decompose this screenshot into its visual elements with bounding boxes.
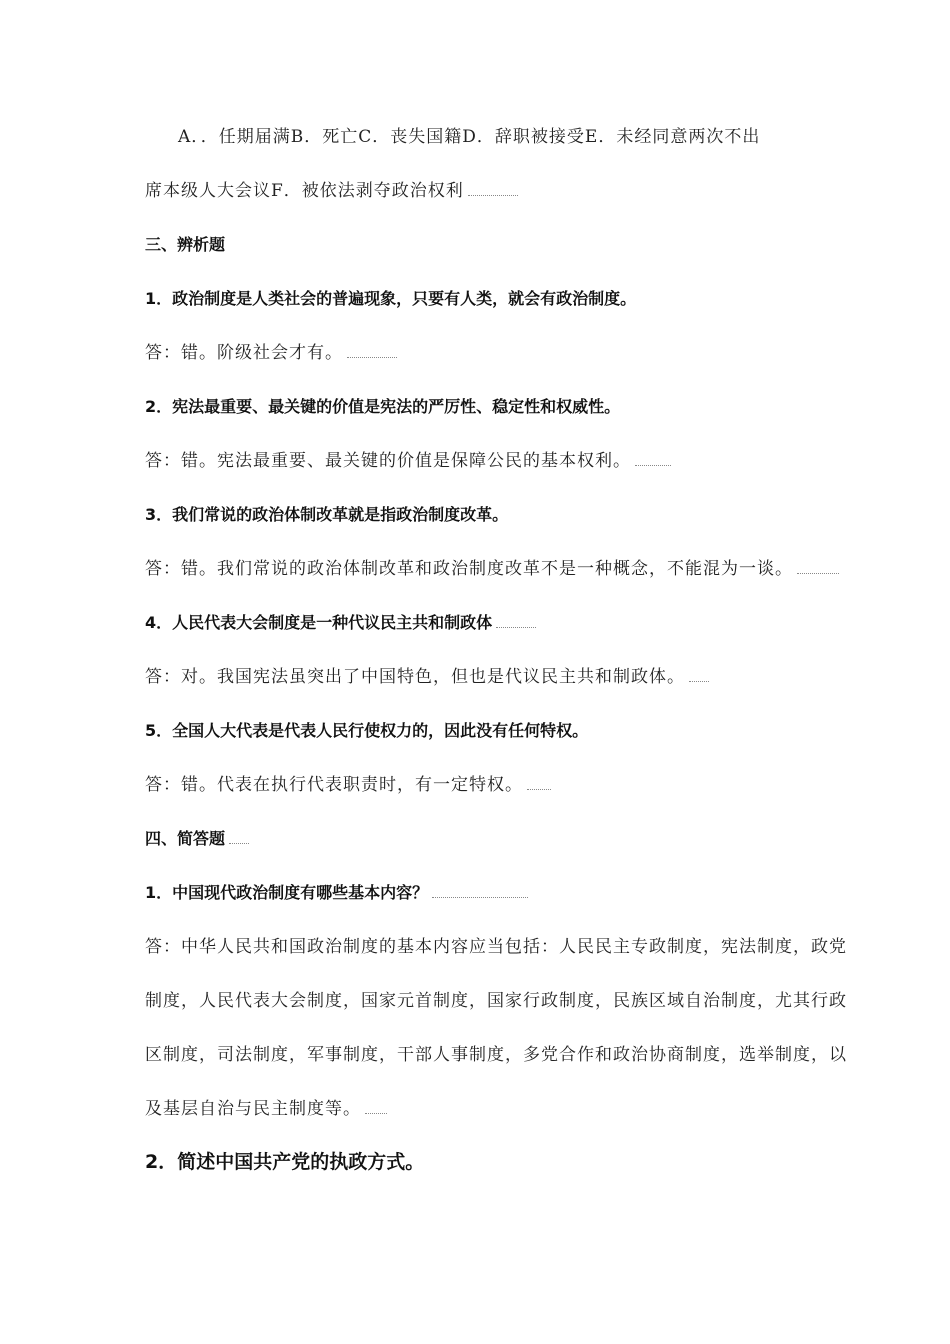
question-5: 5．全国人大代表是代表人民行使权力的，因此没有任何特权。 bbox=[145, 721, 589, 740]
answer-5: 答：错。代表在执行代表职责时，有一定特权。 bbox=[145, 777, 551, 794]
short-answer-1-line-2: 制度，人民代表大会制度，国家元首制度，国家行政制度，民族区域自治制度，尤其行政 bbox=[145, 991, 847, 1011]
option-line-2: 席本级人大会议F．被依法剥夺政治权利 bbox=[145, 183, 518, 200]
question-2: 2．宪法最重要、最关键的价值是宪法的严厉性、稳定性和权威性。 bbox=[145, 397, 621, 416]
short-question-2: 2．简述中国共产党的执政方式。 bbox=[145, 1151, 425, 1173]
dotted-leader bbox=[527, 788, 551, 790]
section-3-title: 三、辨析题 bbox=[145, 235, 226, 254]
dotted-leader bbox=[365, 1112, 387, 1114]
answer-3: 答：错。我们常说的政治体制改革和政治制度改革不是一种概念，不能混为一谈。 bbox=[145, 561, 839, 578]
dotted-leader bbox=[635, 464, 671, 466]
question-3: 3．我们常说的政治体制改革就是指政治制度改革。 bbox=[145, 505, 509, 524]
short-answer-1-line-3: 区制度，司法制度，军事制度，干部人事制度，多党合作和政治协商制度，选举制度，以 bbox=[145, 1045, 847, 1065]
section-4-title: 四、简答题 bbox=[145, 831, 249, 847]
question-4: 4．人民代表大会制度是一种代议民主共和制政体 bbox=[145, 615, 536, 631]
dotted-leader bbox=[229, 842, 249, 844]
answer-4: 答：对。我国宪法虽突出了中国特色，但也是代议民主共和制政体。 bbox=[145, 669, 709, 686]
dotted-leader bbox=[689, 680, 709, 682]
dotted-leader bbox=[496, 626, 536, 628]
short-answer-1-line-1: 答：中华人民共和国政治制度的基本内容应当包括：人民民主专政制度，宪法制度，政党 bbox=[145, 937, 847, 957]
answer-2: 答：错。宪法最重要、最关键的价值是保障公民的基本权利。 bbox=[145, 453, 671, 470]
dotted-leader bbox=[797, 572, 839, 574]
short-answer-1-line-4: 及基层自治与民主制度等。 bbox=[145, 1101, 387, 1118]
dotted-leader bbox=[432, 896, 528, 898]
dotted-leader bbox=[468, 194, 518, 196]
dotted-leader bbox=[347, 356, 397, 358]
answer-1: 答：错。阶级社会才有。 bbox=[145, 345, 397, 362]
question-1: 1．政治制度是人类社会的普遍现象，只要有人类，就会有政治制度。 bbox=[145, 289, 637, 308]
short-question-1: 1．中国现代政治制度有哪些基本内容？ bbox=[145, 885, 528, 901]
option-line-1: A．．任期届满B．死亡C．丧失国籍D．辞职被接受E．未经同意两次不出 bbox=[178, 127, 761, 147]
